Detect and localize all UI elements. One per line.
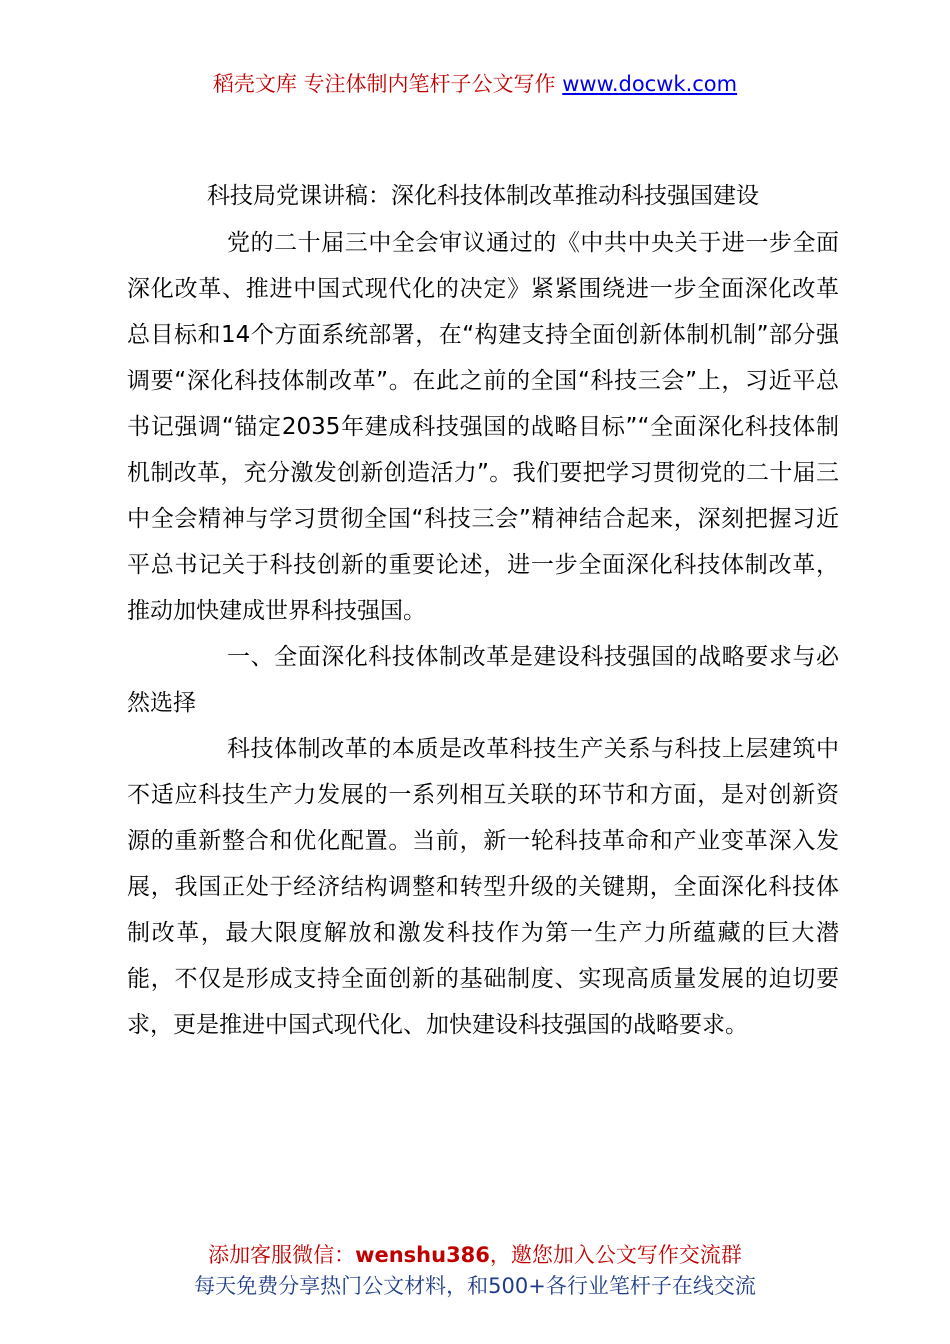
footer-contact-suffix: ，邀您加入公文写作交流群 (489, 1243, 742, 1267)
header-url-link[interactable]: www.docwk.com (562, 72, 738, 96)
section-heading-1: 一、全面深化科技体制改革是建设科技强国的战略要求与必然选择 (127, 644, 839, 716)
header-site-text: 稻壳文库 专注体制内笔杆子公文写作 (212, 72, 563, 96)
footer-wechat-id: wenshu386 (355, 1243, 490, 1267)
paragraph-section-1: 科技体制改革的本质是改革科技生产关系与科技上层建筑中不适应科技生产力发展的一系列相互关联的环节和方面，是对创新资源的重新整合和优化配置。当前，新一轮科技革命和产业变革深入发展，我国正处于经济结构调整和转型升级的关键期，全面深化科技体制改革，最大限度解放和激发科技作为第一生产力所蕴藏的巨大潜能，不仅是形成支持全面创新的基础制度、实现高质量发展的迫切要求，更是推进中国式现代化、加快建设科技强国的战略要求。 (127, 736, 839, 1038)
footer-contact-prefix: 添加客服微信： (208, 1243, 356, 1267)
footer-promo-line: 每天免费分享热门公文材料，和500+各行业笔杆子在线交流 (194, 1274, 756, 1298)
paragraph-intro: 党的二十届三中全会审议通过的《中共中央关于进一步全面深化改革、推进中国式现代化的决定》紧紧围绕进一步全面深化改革总目标和14个方面系统部署，在“构建支持全面创新体制机制”部分强调要“深化科技体制改革”。在此之前的全国“科技三会”上，习近平总书记强调“锚定2035年建成科技强国的战略目标”“全面深化科技体制机制改革，充分激发创新创造活力”。我们要把学习贯彻党的二十届三中全会精神与学习贯彻全国“科技三会”精神结合起来，深刻把握习近平总书记关于科技创新的重要论述，进一步全面深化科技体制改革，推动加快建成世界科技强国。 (127, 230, 839, 624)
page-footer (0, 1240, 950, 1302)
page-header (0, 66, 950, 102)
document-body (127, 172, 839, 1048)
footer-contact-line (0, 1240, 950, 1271)
document-title: 科技局党课讲稿：深化科技体制改革推动科技强国建设 (207, 183, 759, 209)
